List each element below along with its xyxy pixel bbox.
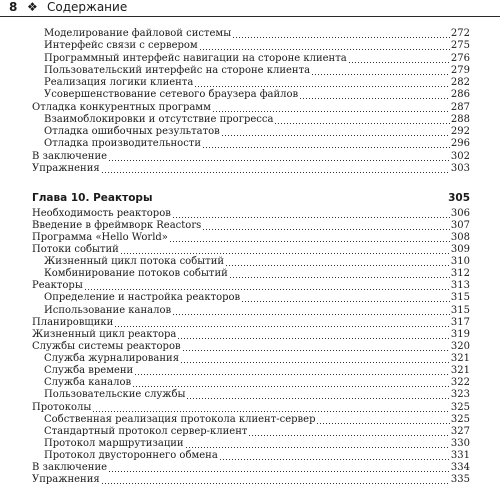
toc-entry-label: Пользовательский интерфейс на стороне клиента — [44, 64, 311, 76]
toc-entry-page: 331 — [450, 450, 470, 462]
running-title: Содержание — [47, 0, 128, 14]
toc-entry-page: 315 — [450, 304, 470, 316]
toc-entry — [32, 462, 470, 474]
toc-entry — [44, 389, 470, 401]
toc-entry-label: Стандартный протокол сервер-клиент — [44, 425, 248, 437]
toc-entry — [44, 292, 470, 304]
toc-entry-label: Протокол маршрутизации — [44, 437, 184, 449]
toc-entry-label: Протоколы — [32, 401, 92, 413]
dot-leader — [348, 62, 450, 63]
toc-entry-page: 322 — [450, 377, 470, 389]
toc-entry-label: Протокол двустороннего обмена — [44, 450, 218, 462]
dot-leader — [225, 265, 450, 266]
dot-leader — [219, 459, 450, 460]
toc-entry — [44, 353, 470, 365]
toc-entry-page: 319 — [450, 328, 470, 340]
dot-leader — [172, 314, 450, 315]
toc-entry-page: 303 — [450, 162, 470, 174]
dot-leader — [120, 253, 450, 254]
toc-entry-label: Планировщики — [32, 316, 114, 328]
toc-entry — [32, 280, 470, 292]
toc-entry-label: Жизненный цикл реактора — [32, 328, 177, 340]
toc-entry — [44, 28, 470, 40]
toc-entry-page: 275 — [450, 40, 470, 52]
toc-entry-label: Упражнения — [32, 162, 100, 174]
dot-leader — [172, 217, 450, 218]
toc-chapter-heading — [32, 192, 470, 204]
dot-leader — [221, 135, 450, 136]
toc-entry-label: Потоки событий — [32, 243, 119, 255]
toc-entry-page: 305 — [448, 192, 470, 204]
toc-entry-label: Отладка конкурентных программ — [32, 101, 211, 113]
toc-entry-page: 321 — [450, 353, 470, 365]
dot-leader — [299, 98, 450, 99]
toc-entry — [44, 126, 470, 138]
toc-entry — [44, 426, 470, 438]
dot-leader — [169, 241, 450, 242]
toc-entry — [32, 220, 470, 232]
toc-entry — [32, 329, 470, 341]
toc-entry-page: 286 — [450, 89, 470, 101]
toc-entry — [44, 438, 470, 450]
toc-entry-page: 307 — [450, 219, 470, 231]
toc-entry-label: Реакторы — [32, 280, 83, 292]
toc-entry-label: Программа «Hello World» — [32, 231, 168, 243]
dot-leader — [180, 362, 450, 363]
dot-leader — [311, 74, 450, 75]
dot-leader — [194, 86, 450, 87]
toc-entry-label: Определение и настройка реакторов — [44, 292, 241, 304]
page-number: 8 — [9, 0, 18, 14]
dot-leader — [177, 338, 450, 339]
dot-leader — [185, 447, 450, 448]
toc-entry-page: 325 — [450, 413, 470, 425]
toc-entry-label: Комбинирование потоков событий — [44, 268, 228, 280]
dot-leader — [274, 123, 449, 124]
dot-leader — [202, 147, 450, 148]
dot-leader — [101, 172, 450, 173]
toc-entry-label: Собственная реализация протокола клиент-сервер — [44, 413, 316, 425]
toc-entry — [44, 305, 470, 317]
toc-entry-page: 272 — [450, 28, 470, 39]
toc-entry-label: Реализация логики клиента — [44, 77, 194, 88]
toc-entry-page: 310 — [450, 256, 470, 268]
toc-entry-label: Глава 10. Реакторы — [32, 192, 153, 204]
toc-entry-page: 325 — [450, 401, 470, 413]
toc-entry — [32, 163, 470, 175]
toc-entry-label: Отладка ошибочных результатов — [44, 126, 220, 137]
dot-leader — [108, 160, 450, 161]
toc-entry-label: Жизненный цикл потока событий — [44, 256, 225, 268]
dot-leader — [182, 350, 450, 351]
toc-entry — [44, 414, 470, 426]
toc-entry-page: 309 — [450, 243, 470, 255]
dot-leader — [92, 411, 450, 412]
toc-entry — [32, 341, 470, 353]
toc-entry — [32, 102, 470, 114]
toc-entry — [32, 208, 470, 220]
dot-leader — [84, 289, 450, 290]
toc-entry-page: 282 — [450, 77, 470, 88]
toc-entry — [44, 40, 470, 52]
toc-entry-label: Упражнения — [32, 474, 100, 486]
toc-entry-label: Пользовательские службы — [44, 389, 186, 401]
toc-entry — [44, 65, 470, 77]
dot-leader — [132, 386, 450, 387]
toc-entry — [32, 151, 470, 163]
toc-entry-page: 327 — [450, 425, 470, 437]
toc-entry — [32, 474, 470, 486]
dot-leader — [199, 49, 450, 50]
toc-entry — [44, 89, 470, 101]
toc-entry-page: 279 — [450, 64, 470, 76]
toc-entry — [44, 77, 470, 89]
toc-entry — [44, 268, 470, 280]
toc-entry-page: 313 — [450, 280, 470, 292]
toc-entry-page: 306 — [450, 207, 470, 219]
toc-entry-page: 302 — [450, 150, 470, 162]
dot-leader — [114, 326, 450, 327]
dot-leader — [212, 111, 450, 112]
toc-entry — [44, 365, 470, 377]
toc-entry-page: 335 — [450, 474, 470, 486]
toc-entry-label: Усовершенствование сетевого браузера файлов — [44, 89, 299, 101]
toc-entry — [44, 138, 470, 150]
toc-entry-page: 334 — [450, 462, 470, 474]
ornament-icon: ❖ — [27, 0, 38, 14]
toc-entry-label: Взаимоблокировки и отсутствие прогресса — [44, 113, 274, 125]
toc-entry-page: 315 — [450, 292, 470, 304]
toc-entry-page: 288 — [450, 113, 470, 125]
toc-entry-page: 323 — [450, 389, 470, 401]
toc-entry-label: Служба времени — [44, 365, 134, 377]
toc-entry-page: 312 — [450, 268, 470, 280]
toc-entry-label: Интерфейс связи с сервером — [44, 40, 198, 52]
dot-leader — [153, 201, 447, 202]
toc-entry-page: 276 — [450, 52, 470, 64]
toc-entry-label: В заключение — [32, 462, 108, 474]
toc-entry-page: 317 — [450, 316, 470, 328]
toc-entry — [32, 317, 470, 329]
dot-leader — [186, 398, 449, 399]
dot-leader — [101, 483, 450, 484]
dot-leader — [229, 277, 450, 278]
toc-entry-label: Служба журналирования — [44, 353, 180, 365]
toc-entry — [32, 232, 470, 244]
toc-entry-label: Отладка производительности — [44, 138, 202, 150]
toc-entry — [32, 244, 470, 256]
dot-leader — [241, 301, 450, 302]
dot-leader — [108, 471, 450, 472]
toc-entry-label: Службы системы реакторов — [32, 340, 181, 352]
toc-entry-label: В заключение — [32, 150, 108, 162]
dot-leader — [202, 229, 450, 230]
toc-entry-label: Программный интерфейс навигации на стороне клиента — [44, 52, 347, 64]
toc-entry — [44, 377, 470, 389]
dot-leader — [232, 37, 450, 38]
toc-entry-page: 287 — [450, 101, 470, 113]
toc-entry-page: 292 — [450, 126, 470, 137]
dot-leader — [248, 435, 450, 436]
toc-entry-page: 296 — [450, 138, 470, 150]
dot-leader — [316, 423, 449, 424]
toc-entry-label: Служба каналов — [44, 377, 132, 389]
toc-entry — [44, 114, 470, 126]
toc-entry-label: Необходимость реакторов — [32, 207, 171, 219]
toc-entry-label: Моделирование файловой системы — [44, 28, 232, 39]
toc-entry — [44, 256, 470, 268]
toc-entry-page: 321 — [450, 365, 470, 377]
toc-entry — [44, 53, 470, 65]
toc-entry-label: Использование каналов — [44, 304, 172, 316]
toc-entry-label: Введение в фреймворк Reactors — [32, 219, 202, 231]
toc-entry-page: 330 — [450, 437, 470, 449]
toc-entry — [32, 402, 470, 414]
toc-entry-page: 320 — [450, 340, 470, 352]
dot-leader — [134, 374, 450, 375]
toc-entry-page: 308 — [450, 231, 470, 243]
toc-entry — [44, 450, 470, 462]
